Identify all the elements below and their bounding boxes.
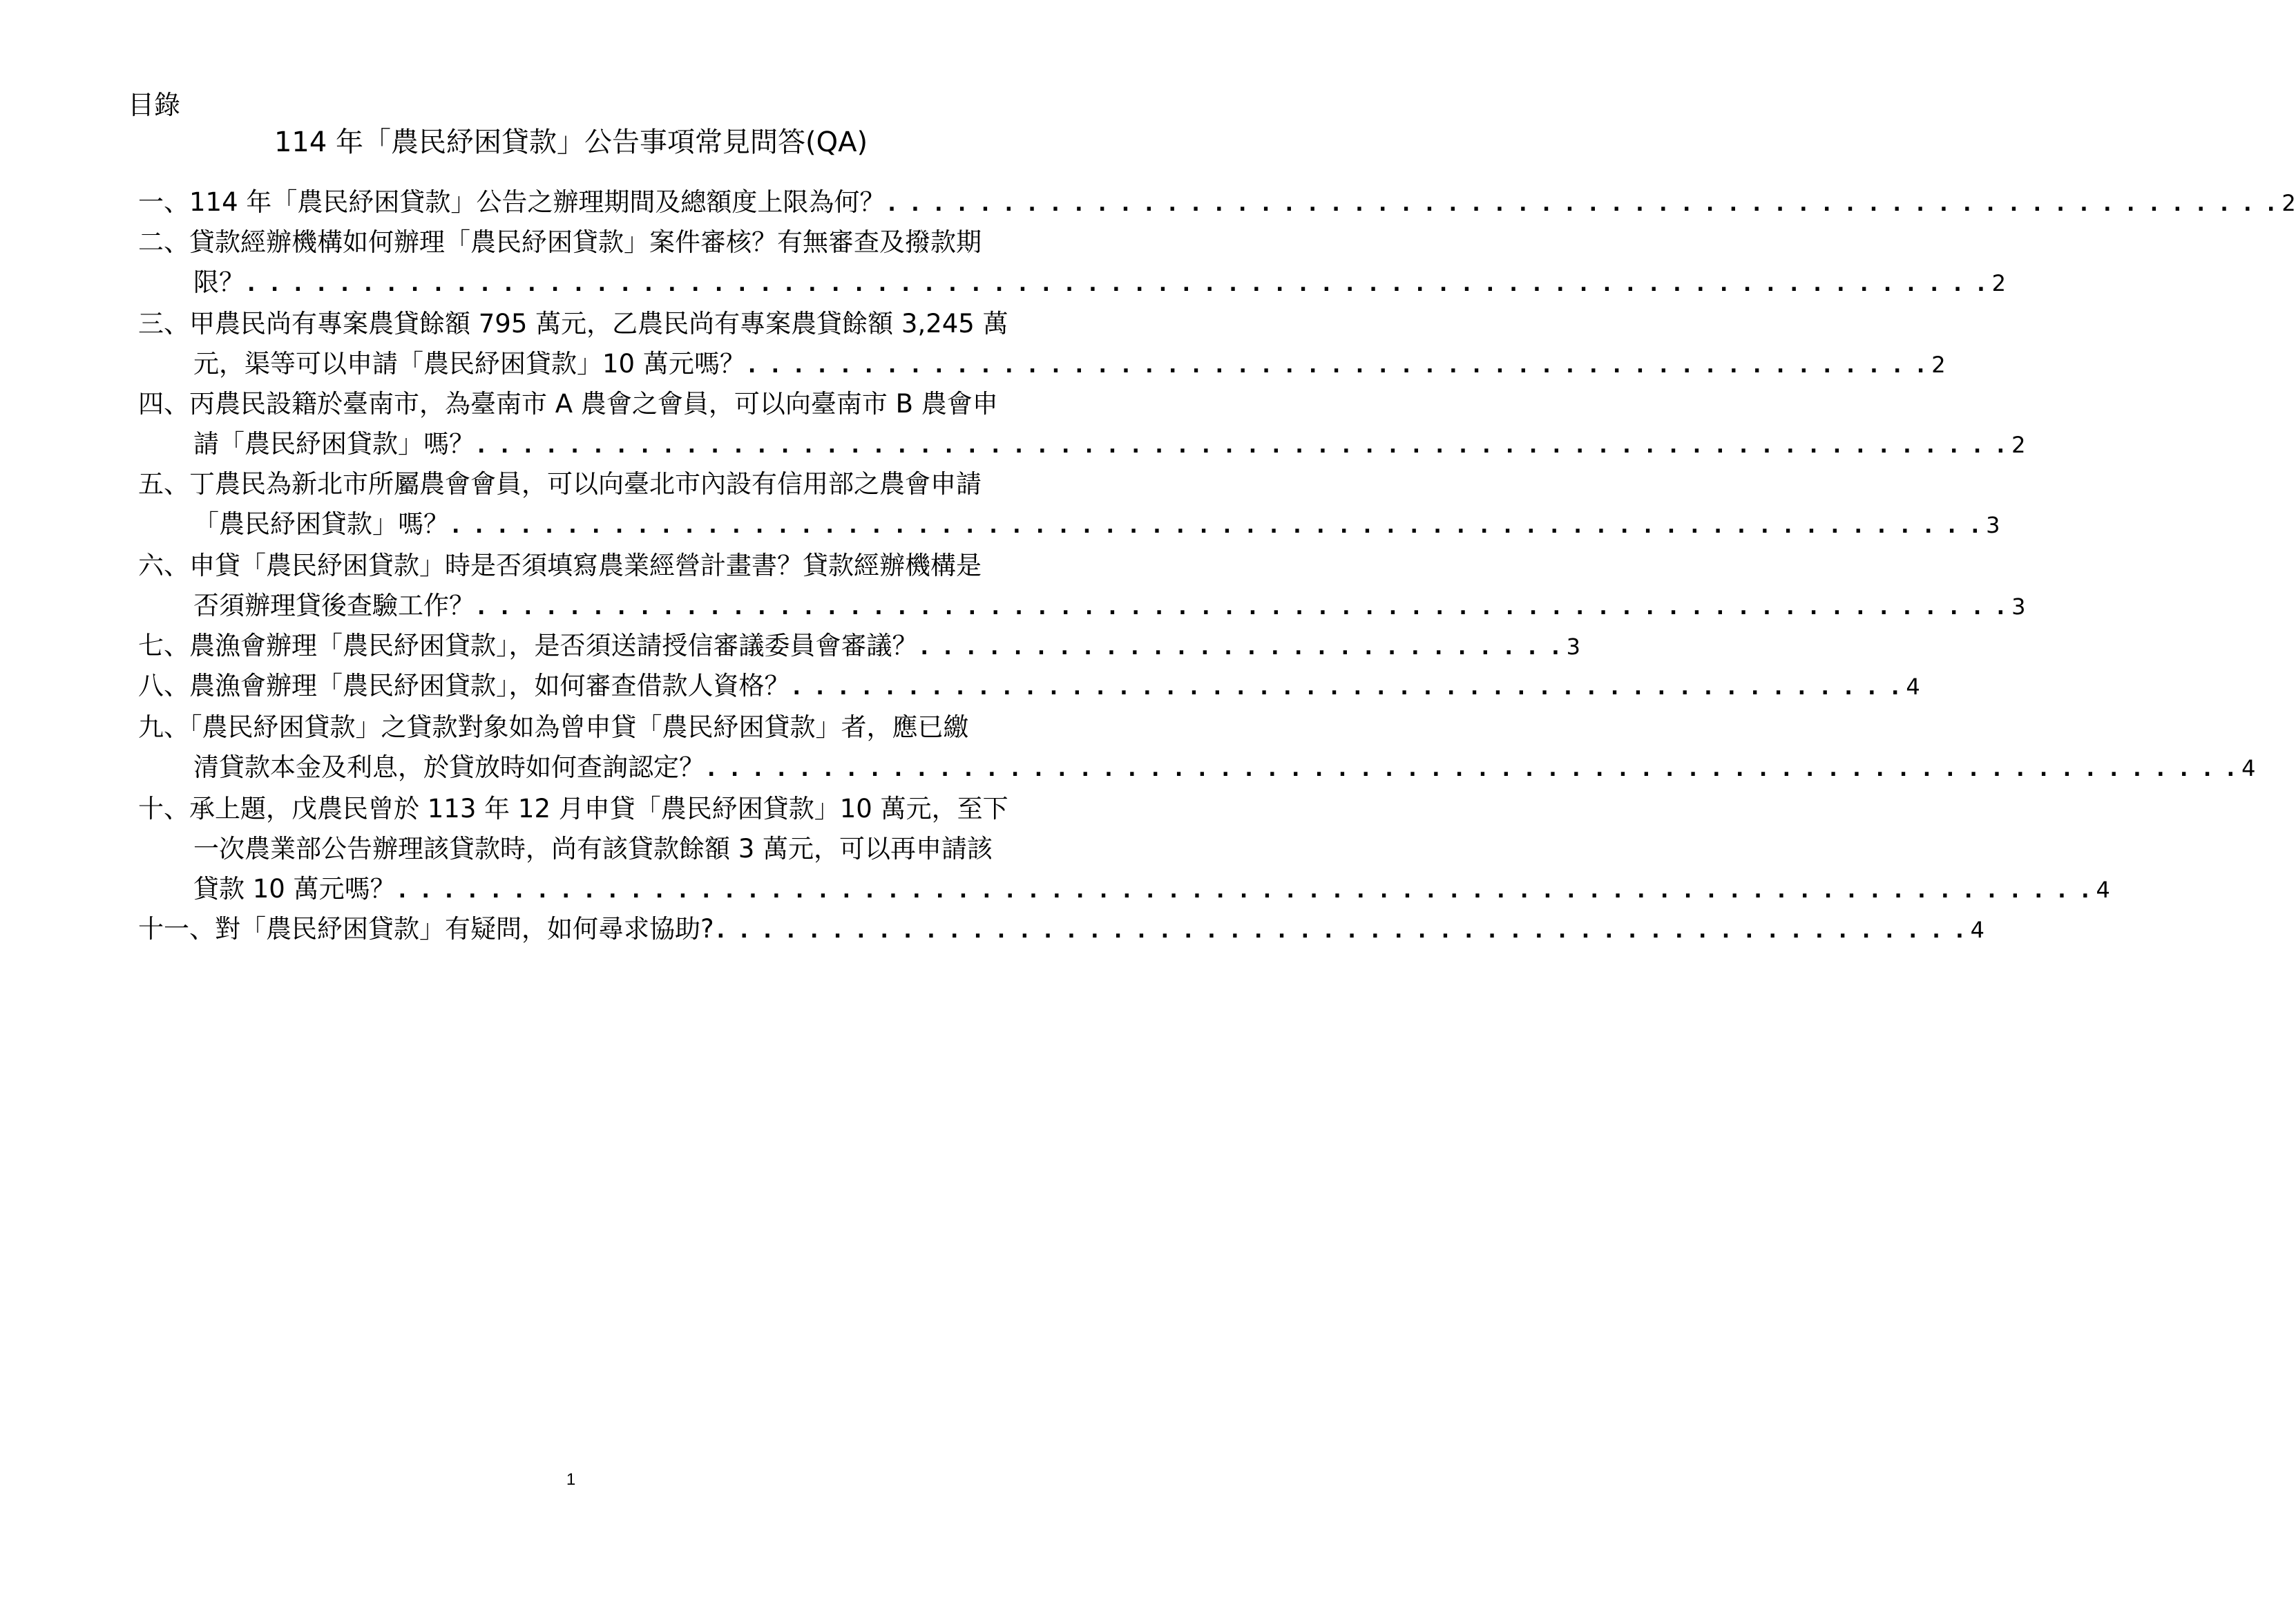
dot-leader: . . . . . . . . . . . . . . . . . . . . . . . . . . . . . . . . . . . . . . . . . . . . . . . . . . . . . . . . . . . . . . . . . . (452, 514, 1984, 538)
toc-entry-10-cont-1[interactable] (193, 830, 1050, 868)
toc-entry-text: 四、丙農民設籍於臺南市，為臺南市 A 農會之會員，可以向臺南市 B 農會申 (138, 389, 998, 419)
toc-entry-text: 「農民紓困貸款」嗎？ (193, 509, 449, 539)
toc-entry-4-cont[interactable] (193, 425, 2026, 464)
toc-entry-3[interactable] (138, 305, 1050, 343)
toc-page-number: 4 (2241, 755, 2256, 781)
dot-leader: . . . . . . . . . . . . . . . . . . . . . . . . . . . . . . . . . . . . . . . . . . . . . . . . . . . . . . . . . . . . . . . . . . (477, 596, 2009, 620)
toc-entry-text: 十、承上題，戊農民曾於 113 年 12 月申貸「農民紓困貸款」10 萬元，至下 (138, 794, 1008, 824)
toc-page-number: 2 (2011, 432, 2026, 458)
toc-entry-text: 請「農民紓困貸款」嗎？ (193, 429, 475, 459)
toc-entry-6-cont[interactable] (193, 587, 2026, 625)
toc-entry-7[interactable] (138, 627, 1580, 665)
dot-leader: . . . . . . . . . . . . . . . . . . . . . . . . . . . . . . . . . . . . . . . . . . . . . . . . . . . . . . (716, 919, 1968, 943)
toc-entry-6[interactable] (138, 546, 1050, 585)
toc-page-number: 2 (2281, 190, 2296, 216)
toc-entry-text: 限？ (193, 267, 245, 297)
dot-leader: . . . . . . . . . . . . . . . . . . . . . . . . . . . . . . . . . . . . . . . . . . . . . . . . . . . . . . . . . . . . . . . . . . (707, 757, 2239, 781)
toc-entry-text: 一、114 年「農民紓困貸款」公告之辦理期間及總額度上限為何？ (138, 187, 886, 217)
toc-page-number: 4 (1970, 917, 1984, 943)
toc-entry-text: 三、甲農民尚有專案農貸餘額 795 萬元，乙農民尚有專案農貸餘額 3,245 萬 (138, 309, 1008, 339)
toc-entry-text: 清貸款本金及利息，於貸放時如何查詢認定？ (193, 752, 705, 782)
toc-entry-2-cont[interactable] (193, 263, 2006, 302)
page-number: 1 (566, 1470, 576, 1489)
toc-entry-9[interactable] (138, 708, 1050, 747)
toc-entry-text: 八、農漁會辦理「農民紓困貸款」，如何審查借款人資格？ (138, 671, 790, 701)
toc-entry-text: 九、「農民紓困貸款」之貸款對象如為曾申貸「農民紓困貸款」者，應已繳 (138, 712, 969, 742)
toc-entry-2[interactable] (138, 223, 1050, 262)
toc-page-number: 4 (1906, 674, 1920, 700)
toc-entry-1[interactable] (138, 183, 2296, 222)
dot-leader: . . . . . . . . . . . . . . . . . . . . . . . . . . . . . . . . . . . . . . . . . . . . . . . . . . . . . . . . . . . . (888, 192, 2279, 216)
toc-page-number: 2 (1991, 270, 2006, 296)
toc-entry-text: 六、申貸「農民紓困貸款」時是否須填寫農業經營計畫書？貸款經辦機構是 (138, 551, 982, 580)
dot-leader: . . . . . . . . . . . . . . . . . . . . . . . . . . . . . . . . . . . . . . . . . . . . . . . . . . . . . . . . . . . . . . . . . . (477, 434, 2009, 458)
dot-leader: . . . . . . . . . . . . . . . . . . . . . . . . . . . . (920, 636, 1564, 660)
toc-page-number: 3 (2011, 593, 2026, 620)
toc-entry-10[interactable] (138, 790, 1050, 828)
toc-entry-text: 一次農業部公告辦理該貸款時，尚有該貸款餘額 3 萬元，可以再申請該 (193, 834, 993, 864)
toc-entry-text: 七、農漁會辦理「農民紓困貸款」，是否須送請授信審議委員會審議？ (138, 631, 918, 660)
toc-entry-11[interactable] (138, 910, 1984, 949)
toc-entry-5-cont[interactable] (193, 505, 2000, 544)
toc-page-number: 3 (1566, 634, 1580, 660)
toc-entry-3-cont[interactable] (193, 345, 1946, 383)
toc-entry-text: 貸款 10 萬元嗎？ (193, 874, 396, 904)
toc-heading: 目錄 (128, 90, 181, 120)
toc-entry-text: 元，渠等可以申請「農民紓困貸款」10 萬元嗎？ (193, 349, 745, 379)
toc-page-number: 2 (1931, 352, 1946, 378)
toc-page-number: 3 (1986, 512, 2000, 538)
dot-leader: . . . . . . . . . . . . . . . . . . . . . . . . . . . . . . . . . . . . . . . . . . . . . . . . . . . . . . . . . . . . . . . . . . . . . . . . . . . (247, 272, 1989, 296)
toc-entry-8[interactable] (138, 667, 1920, 705)
dot-leader: . . . . . . . . . . . . . . . . . . . . . . . . . . . . . . . . . . . . . . . . . . . . . . . . (792, 676, 1904, 700)
toc-entry-text: 否須辦理貸後查驗工作？ (193, 591, 475, 620)
toc-entry-4[interactable] (138, 385, 1050, 424)
toc-page-number: 4 (2096, 877, 2110, 903)
toc-entry-text: 十一、對「農民紓困貸款」有疑問，如何尋求協助? (138, 914, 714, 944)
dot-leader: . . . . . . . . . . . . . . . . . . . . . . . . . . . . . . . . . . . . . . . . . . . . . . . . . . . . . . . . . . . . . . . . . . . . . . . . . (398, 879, 2094, 903)
toc-entry-text: 二、貸款經辦機構如何辦理「農民紓困貸款」案件審核？有無審查及撥款期 (138, 227, 982, 257)
toc-entry-5[interactable] (138, 465, 1050, 504)
toc-entry-text: 五、丁農民為新北市所屬農會會員，可以向臺北市內設有信用部之農會申請 (138, 469, 982, 499)
toc-entry-10-cont-2[interactable] (193, 870, 2110, 909)
document-title: 114 年「農民紓困貸款」公告事項常見問答(QA) (274, 126, 868, 158)
dot-leader: . . . . . . . . . . . . . . . . . . . . . . . . . . . . . . . . . . . . . . . . . . . . . . . . . . . (747, 354, 1929, 378)
toc-entry-9-cont[interactable] (193, 748, 2256, 787)
